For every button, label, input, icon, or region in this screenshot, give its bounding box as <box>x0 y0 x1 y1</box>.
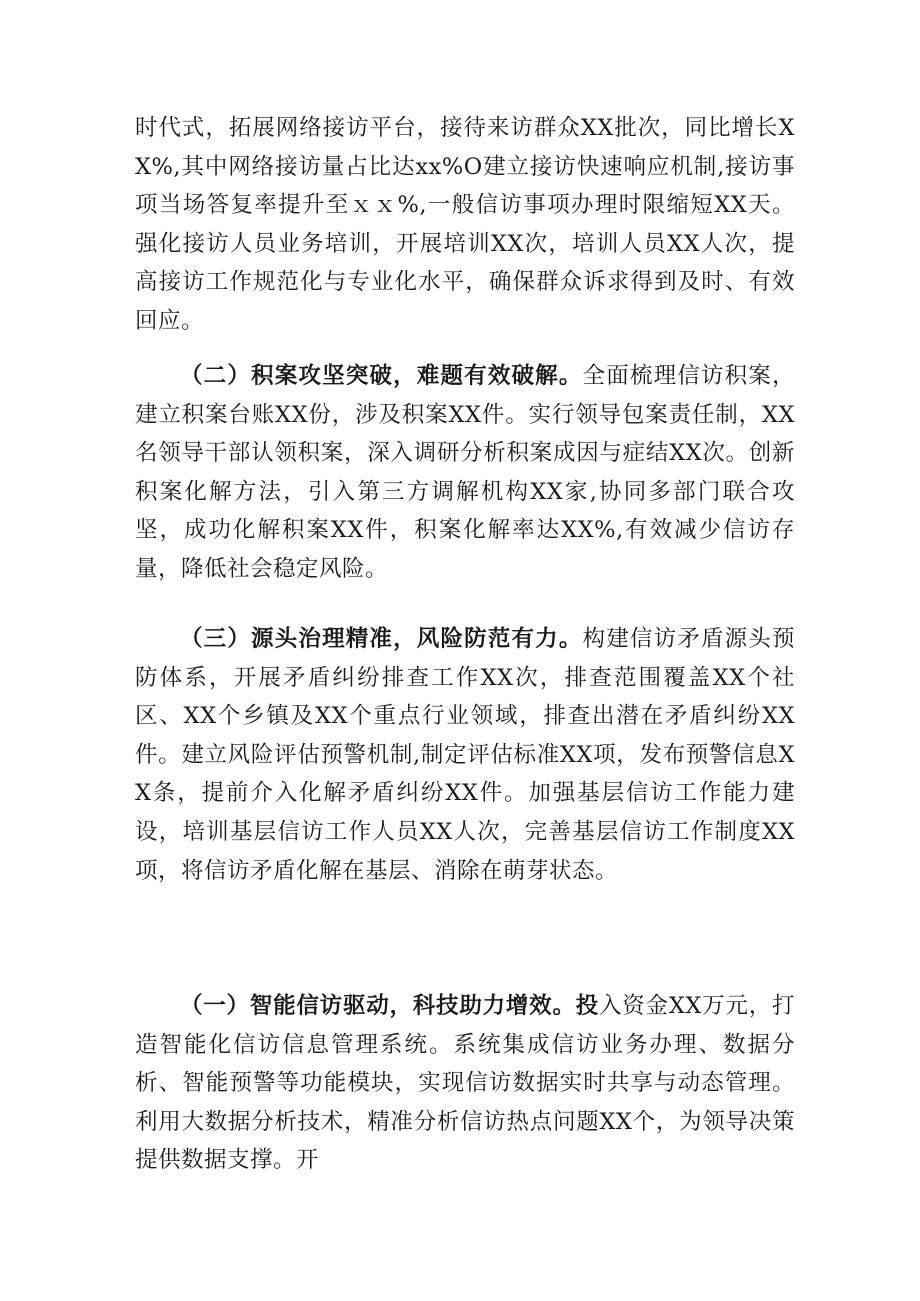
paragraph-2-body: 全面梳理信访积案，建立积案台账XX份，涉及积案XX件。实行领导包案责任制，XX名领导干部认领积案，深入调研分析积案成因与症结XX次。创新积案化解方法，引入第三方调解机构XX家,协同多部门联合攻坚，成功化解积案XX件，积案化解率达XX%,有效减少信访存量，降低社会稳定风险。 <box>135 363 795 582</box>
paragraph-4 <box>135 987 795 1180</box>
paragraph-4-lead: （一）智能信访驱动，科技助力增效。投 <box>180 993 599 1019</box>
paragraph-1-body: 时代式，拓展网络接访平台，接待来访群众XX批次，同比增长XX%,其中网络接访量占比达xx%O建立接访快速响应机制,接访事项当场答复率提升至ｘｘ%,一般信访事项办理时限缩短XX天。强化接访人员业务培训，开展培训XX次，培训人员XX人次，提高接访工作规范化与专业化水平，确保群众诉求得到及时、有效回应。 <box>135 115 795 334</box>
paragraph-1 <box>135 109 795 341</box>
paragraph-2-lead: （二）积案攻坚突破，难题有效破解。 <box>180 363 583 389</box>
paragraph-3-lead: （三）源头治理精准，风险防范有力。 <box>180 626 583 652</box>
paragraph-3 <box>135 620 795 890</box>
paragraph-3-body: 构建信访矛盾源头预防体系，开展矛盾纠纷排查工作XX次，排查范围覆盖XX个社区、XX个乡镇及XX个重点行业领域，排查出潜在矛盾纠纷XX件。建立风险评估预警机制,制定评估标准XX项，发布预警信息XX条，提前介入化解矛盾纠纷XX件。加强基层信访工作能力建设，培训基层信访工作人员XX人次，完善基层信访工作制度XX项，将信访矛盾化解在基层、消除在萌芽状态。 <box>135 626 795 884</box>
paragraph-2 <box>135 357 795 589</box>
paragraph-4-body: 入资金XX万元，打造智能化信访信息管理系统。系统集成信访业务办理、数据分析、智能预警等功能模块，实现信访数据实时共享与动态管理。利用大数据分析技术，精准分析信访热点问题XX个，为领导决策提供数据支撑。开 <box>135 993 795 1174</box>
